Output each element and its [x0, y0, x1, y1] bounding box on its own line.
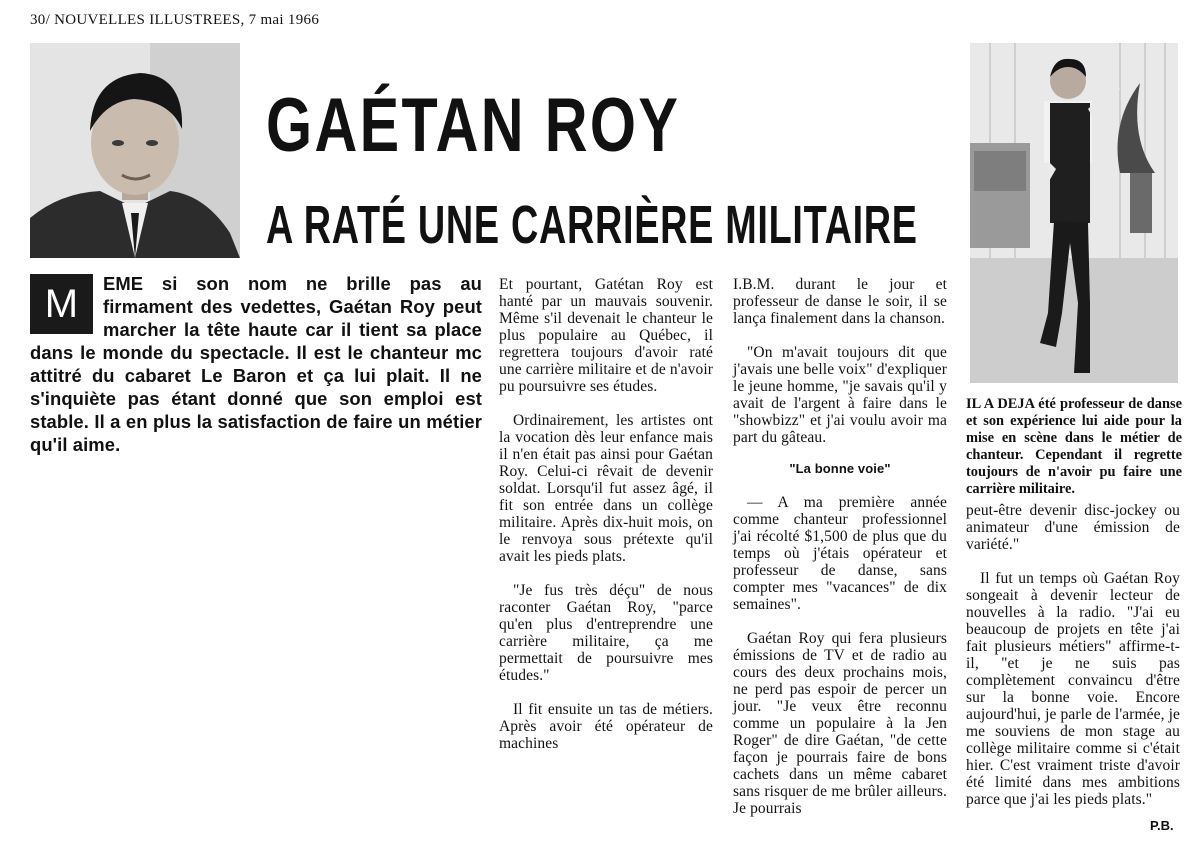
paragraph: Gaétan Roy qui fera plusieurs émissions de TV et de radio au cours des deux prochains mois, ne perd pas espoir de percer un jour. "Je veux être reconnu comme un populaire à la Jen Roger" de dire Gaétan, "de cette façon je pourrais faire de bons cachets dans un même cabaret sans risquer de me brûler ailleurs. Je pourrais	[733, 630, 947, 817]
section-subhead: "La bonne voie"	[789, 461, 891, 476]
paragraph: Ordinairement, les artistes ont la vocation dès leur enfance mais il n'en était pas ainsi pour Gaétan Roy. Celui-ci rêvait de devenir soldat. Lorsqu'il fut assez âgé, il fit son entrée dans un collège militaire. Après dix-huit mois, on le renvoya sous prétexte qu'il avait les pieds plats.	[499, 412, 713, 565]
paragraph: peut-être devenir disc-jockey ou animateur d'une émission de variété."	[966, 502, 1180, 553]
column-2	[499, 276, 713, 752]
lead-paragraph	[30, 272, 482, 456]
author-signature: P.B.	[1150, 818, 1174, 833]
drop-cap: M	[30, 274, 93, 334]
paragraph: — A ma première année comme chanteur professionnel j'ai récolté $1,500 de plus que du temps où j'étais opérateur et professeur de danse, sans compter mes "vacances" de dix semaines".	[733, 494, 947, 613]
paragraph: I.B.M. durant le jour et professeur de danse le soir, il se lança finalement dans la chanson.	[733, 276, 947, 327]
portrait-photo	[30, 43, 240, 258]
page-header: 30/ NOUVELLES ILLUSTREES, 7 mai 1966	[30, 12, 320, 28]
paragraph: Il fut un temps où Gaétan Roy songeait à devenir lecteur de nouvelles à la radio. "J'ai eu beaucoup de projets en tête j'ai fait plusieurs métiers" affirme-t-il, "et je ne suis pas complètement convaincu d'être sur la bonne voie. Encore aujourd'hui, je parle de l'armée, je me souviens de mon stage au collège militaire comme si c'était hier. C'est vraiment triste d'avoir été limité dans mes ambitions parce que j'ai les pieds plats."	[966, 570, 1180, 808]
dancing-photo	[970, 43, 1178, 383]
column-3	[733, 276, 947, 817]
headline: GAÉTAN ROY	[266, 83, 681, 168]
paragraph: "On m'avait toujours dit que j'avais une belle voix" d'expliquer le jeune homme, "je savais qu'il y avait de l'argent à faire dans le "showbizz" et j'ai voulu avoir ma part du gâteau.	[733, 344, 947, 446]
paragraph: Il fit ensuite un tas de métiers. Après avoir été opérateur de machines	[499, 701, 713, 752]
paragraph: Et pourtant, Gatétan Roy est hanté par un mauvais souvenir. Même s'il devenait le chanteur le plus populaire au Québec, il regrettera toujours d'avoir raté une carrière militaire et de n'avoir pu poursuivre ses études.	[499, 276, 713, 395]
lead-text: EME si son nom ne brille pas au firmament des vedettes, Gaétan Roy peut marcher la tête haute car il tient sa place dans le monde du spectacle. Il est le chanteur mc attitré du cabaret Le Baron et ça lui plait. Il ne s'inquiète pas étant donné que son emploi est stable. Il a en plus la satisfaction de faire un métier qu'il aime.	[30, 273, 482, 455]
subheadline: A RATÉ UNE CARRIÈRE MILITAIRE	[266, 195, 918, 255]
column-4	[966, 502, 1180, 808]
photo-caption: IL A DEJA été professeur de danse et son expérience lui aide pour la mise en scène dans le métier de chanteur. Cependant il regrette toujours de n'avoir pu faire une carrière militaire.	[966, 396, 1182, 497]
paragraph: "Je fus très déçu" de nous raconter Gaétan Roy, "parce qu'en plus d'entreprendre une carrière militaire, ça me permettait de poursuivre mes études."	[499, 582, 713, 684]
